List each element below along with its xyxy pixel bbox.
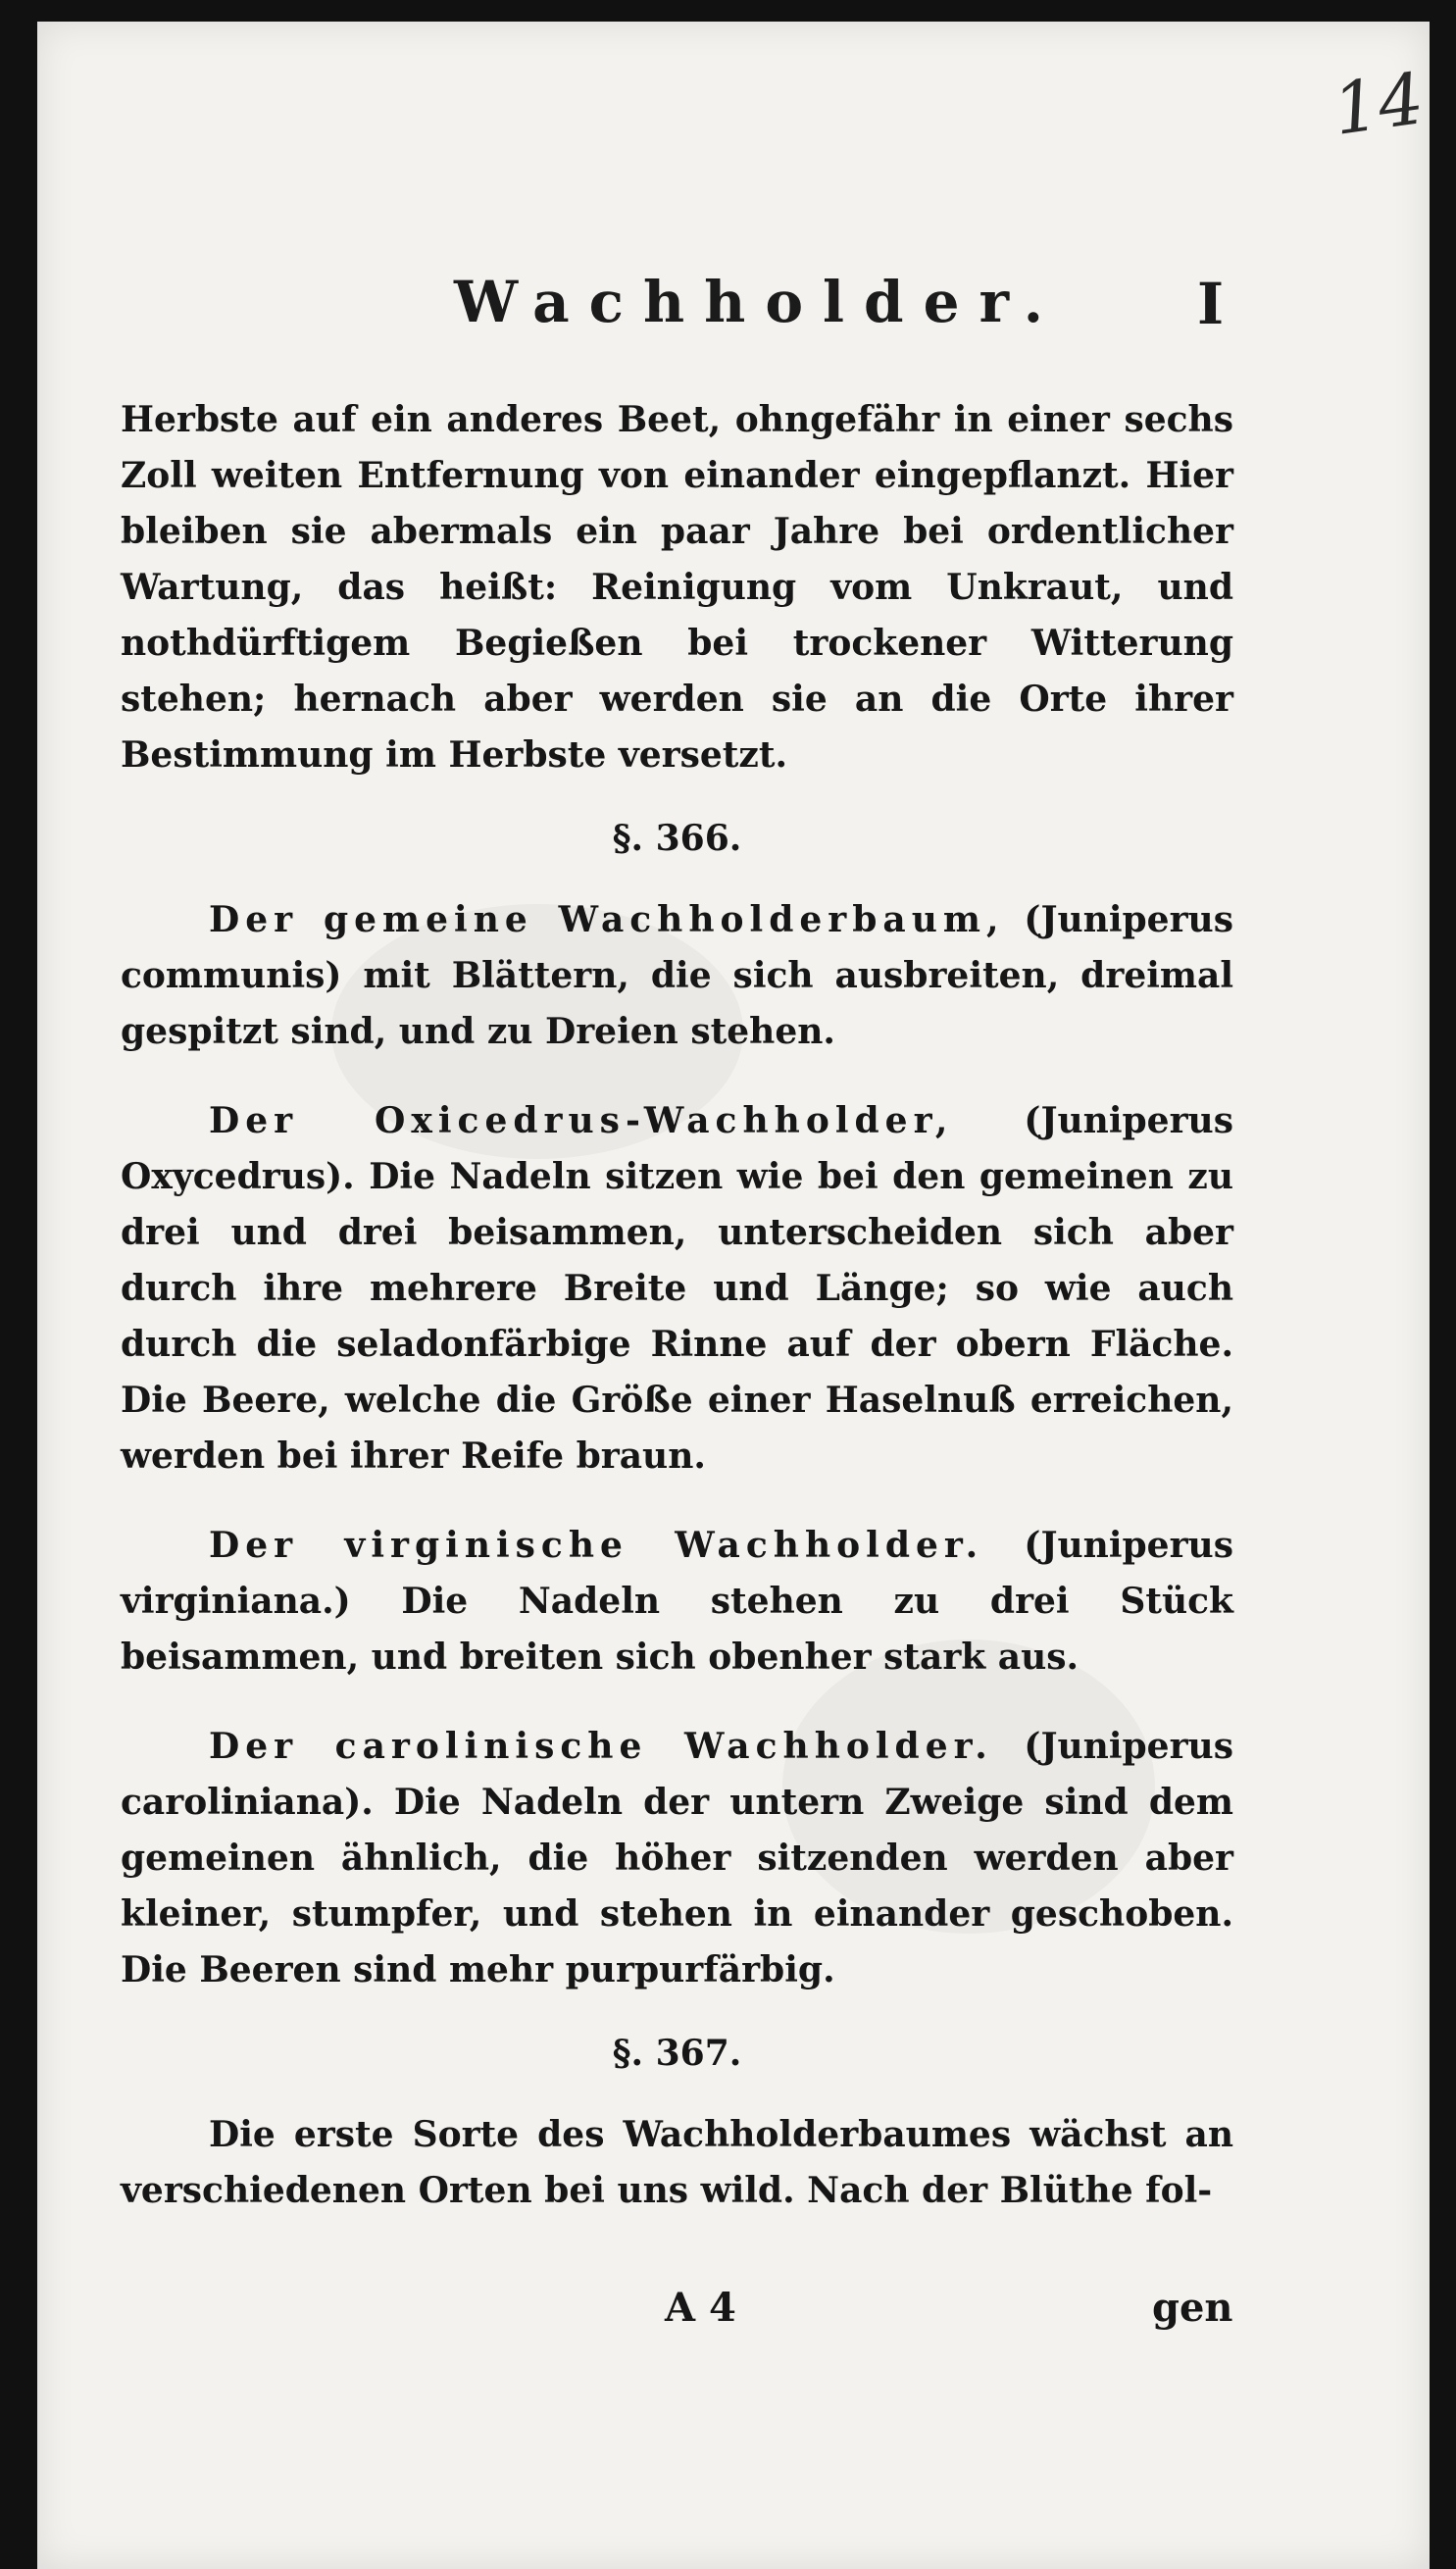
page-footer <box>121 2285 1233 2343</box>
running-title: Wachholder. <box>454 269 1063 335</box>
entry-juniperus-caroliniana <box>121 1719 1233 1998</box>
entry-juniperus-virginiana <box>121 1518 1233 1686</box>
entry-text: (Juniperus communis) mit Blättern, die sich ausbreiten, dreimal gespitzt sind, und zu Dreien stehen. <box>121 899 1233 1052</box>
handwritten-folio-number: 14 <box>1328 57 1430 151</box>
running-head <box>121 269 1233 347</box>
entry-text: (Juniperus caroliniana). Die Nadeln der untern Zweige sind dem gemeinen ähnlich, die höher sitzenden werden aber kleiner, stumpfer, und stehen in einander geschoben. Die Beeren sind mehr purpurfärbig. <box>121 1726 1233 1990</box>
entry-name: Der Oxicedrus-Wachholder, <box>209 1100 954 1141</box>
text-block <box>121 22 1233 2569</box>
entry-text: (Juniperus Oxycedrus). Die Nadeln sitzen wie bei den gemeinen zu drei und drei beisammen, unterscheiden sich aber durch ihre mehrere Breite und Länge; so wie auch durch die seladonfärbige Rinne auf der obern Fläche. Die Beere, welche die Größe einer Haselnuß erreichen, werden bei ihrer Reife braun. <box>121 1100 1233 1477</box>
opening-paragraph: Herbste auf ein anderes Beet, ohngefähr in einer sechs Zoll weiten Entfernung von einander eingepflanzt. Hier bleiben sie abermals ein paar Jahre bei ordentlicher Wartung, das heißt: Reinigung vom Unkraut, und nothdürftigem Begießen bei trockener Witterung stehen; hernach aber werden sie an die Orte ihrer Bestimmung im Herbste versetzt. <box>121 399 1233 776</box>
entry-text: (Juniperus virginiana.) Die Nadeln stehen zu drei Stück beisammen, und breiten sich obenher stark aus. <box>121 1525 1233 1678</box>
entry-juniperus-oxycedrus <box>121 1093 1233 1485</box>
body-text <box>121 392 1233 2219</box>
entry-juniperus-communis <box>121 892 1233 1060</box>
entry-name: Der virginische Wachholder. <box>209 1525 984 1566</box>
section-heading-367: §. 367. <box>612 2033 742 2074</box>
final-paragraph: Die erste Sorte des Wachholderbaumes wächst an verschiedenen Orten bei uns wild. Nach der Blüthe fol- <box>121 2114 1233 2211</box>
entry-name: Der gemeine Wachholderbaum, <box>209 899 1005 940</box>
entry-name: Der carolinische Wachholder. <box>209 1726 993 1767</box>
section-heading-366: §. 366. <box>612 818 742 859</box>
page-number: I <box>1197 271 1225 337</box>
printer-signature: A 4 <box>665 2285 736 2331</box>
book-page <box>37 22 1430 2569</box>
catchword: gen <box>1152 2285 1233 2331</box>
